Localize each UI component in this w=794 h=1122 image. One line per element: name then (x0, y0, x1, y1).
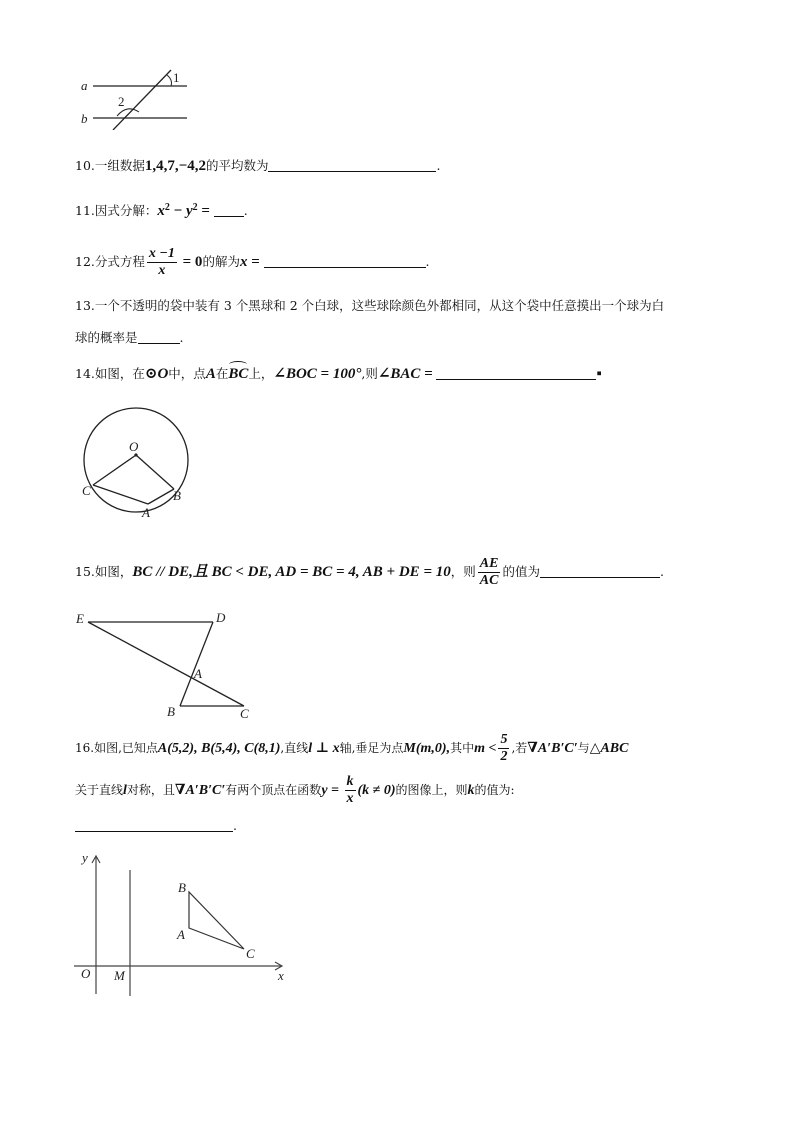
line-label-a: a (81, 78, 88, 93)
question-12: 12.分式方程 $\frac{x -1}{x}$ = 0的解为x = . (75, 246, 430, 278)
triangle-figure-15 (70, 608, 270, 724)
axis-label-y: y (82, 850, 88, 865)
point-label-a: A (177, 927, 185, 942)
question-16-line-3: . (75, 816, 237, 836)
question-16-line-2: 关于直线l对称，且∇A′B′C′有两个顶点在函数y = $\frac{k}{x}$ (k ≠ 0)的图像上，则k的值为: (75, 774, 515, 806)
question-13-line-1: 13.一个不透明的袋中装有 3 个黑球和 2 个白球，这些球除颜色外都相同，从这个袋中任意摸出一个球为白 (75, 298, 665, 313)
fraction-ae-over-ac: $\frac{AE}{AC}$ (479, 556, 499, 588)
point-label-a: A (194, 666, 202, 681)
point-label-c: C (82, 483, 91, 498)
fraction-k-over-x: $\frac{k}{x}$ (346, 774, 354, 806)
point-label-b: B (173, 488, 181, 503)
point-label-m: M (114, 968, 125, 983)
question-16-line-1: 16.如图,已知点A(5,2), B(5,4), C(8,1),直线l ⊥ x轴,垂足为点M(m,0),其中m < $\frac{5}{2}$ ,若∇A′B′C′与△ABC (75, 732, 629, 764)
point-label-e: E (76, 611, 84, 626)
point-label-a: A (142, 505, 150, 520)
answer-blank-14[interactable] (436, 365, 596, 380)
question-14: 14.如图，在⊙O中，点A在BC上，∠BOC = 100°,则∠BAC = ▪ (75, 366, 602, 382)
answer-blank-15[interactable] (540, 563, 660, 578)
point-label-o: O (129, 439, 139, 454)
angle-label-2: 2 (118, 94, 125, 109)
answer-blank-12[interactable] (264, 253, 426, 268)
line-label-b: b (81, 111, 88, 126)
question-15: 15.如图，BC // DE,且 BC < DE, AD = BC = 4, AB + DE = 10，则 $\frac{AE}{AC}$ 的值为 . (75, 556, 664, 588)
point-label-b: B (178, 880, 186, 895)
origin-label: O (81, 966, 91, 981)
question-13-line-2: 球的概率是 . (75, 330, 184, 345)
arc-bc: BC (228, 366, 249, 382)
fraction-5-over-2: $\frac{5}{2}$ (500, 732, 508, 764)
answer-blank-13[interactable] (138, 329, 180, 344)
point-label-c: C (246, 946, 255, 961)
question-10: 10.一组数据1,4,7,−4,2的平均数为 . (75, 158, 441, 174)
circle-figure (78, 405, 198, 525)
point-label-b: B (167, 704, 175, 719)
question-11: 11.因式分解：$x^2 - y^2$ = . (75, 202, 248, 220)
point-label-d: D (216, 610, 226, 625)
answer-blank-16[interactable] (75, 817, 233, 832)
data-set: 1,4,7,−4,2 (144, 158, 206, 174)
answer-blank-10[interactable] (268, 157, 436, 172)
coordinate-figure-16 (70, 850, 300, 1000)
answer-blank-11[interactable] (214, 202, 244, 217)
parallel-lines-figure (75, 66, 195, 130)
axis-label-x: x (278, 968, 284, 983)
angle-label-1: 1 (173, 70, 180, 85)
fraction-x-minus-1-over-x: $\frac{x -1}{x}$ (148, 246, 175, 278)
point-label-c: C (240, 706, 249, 721)
